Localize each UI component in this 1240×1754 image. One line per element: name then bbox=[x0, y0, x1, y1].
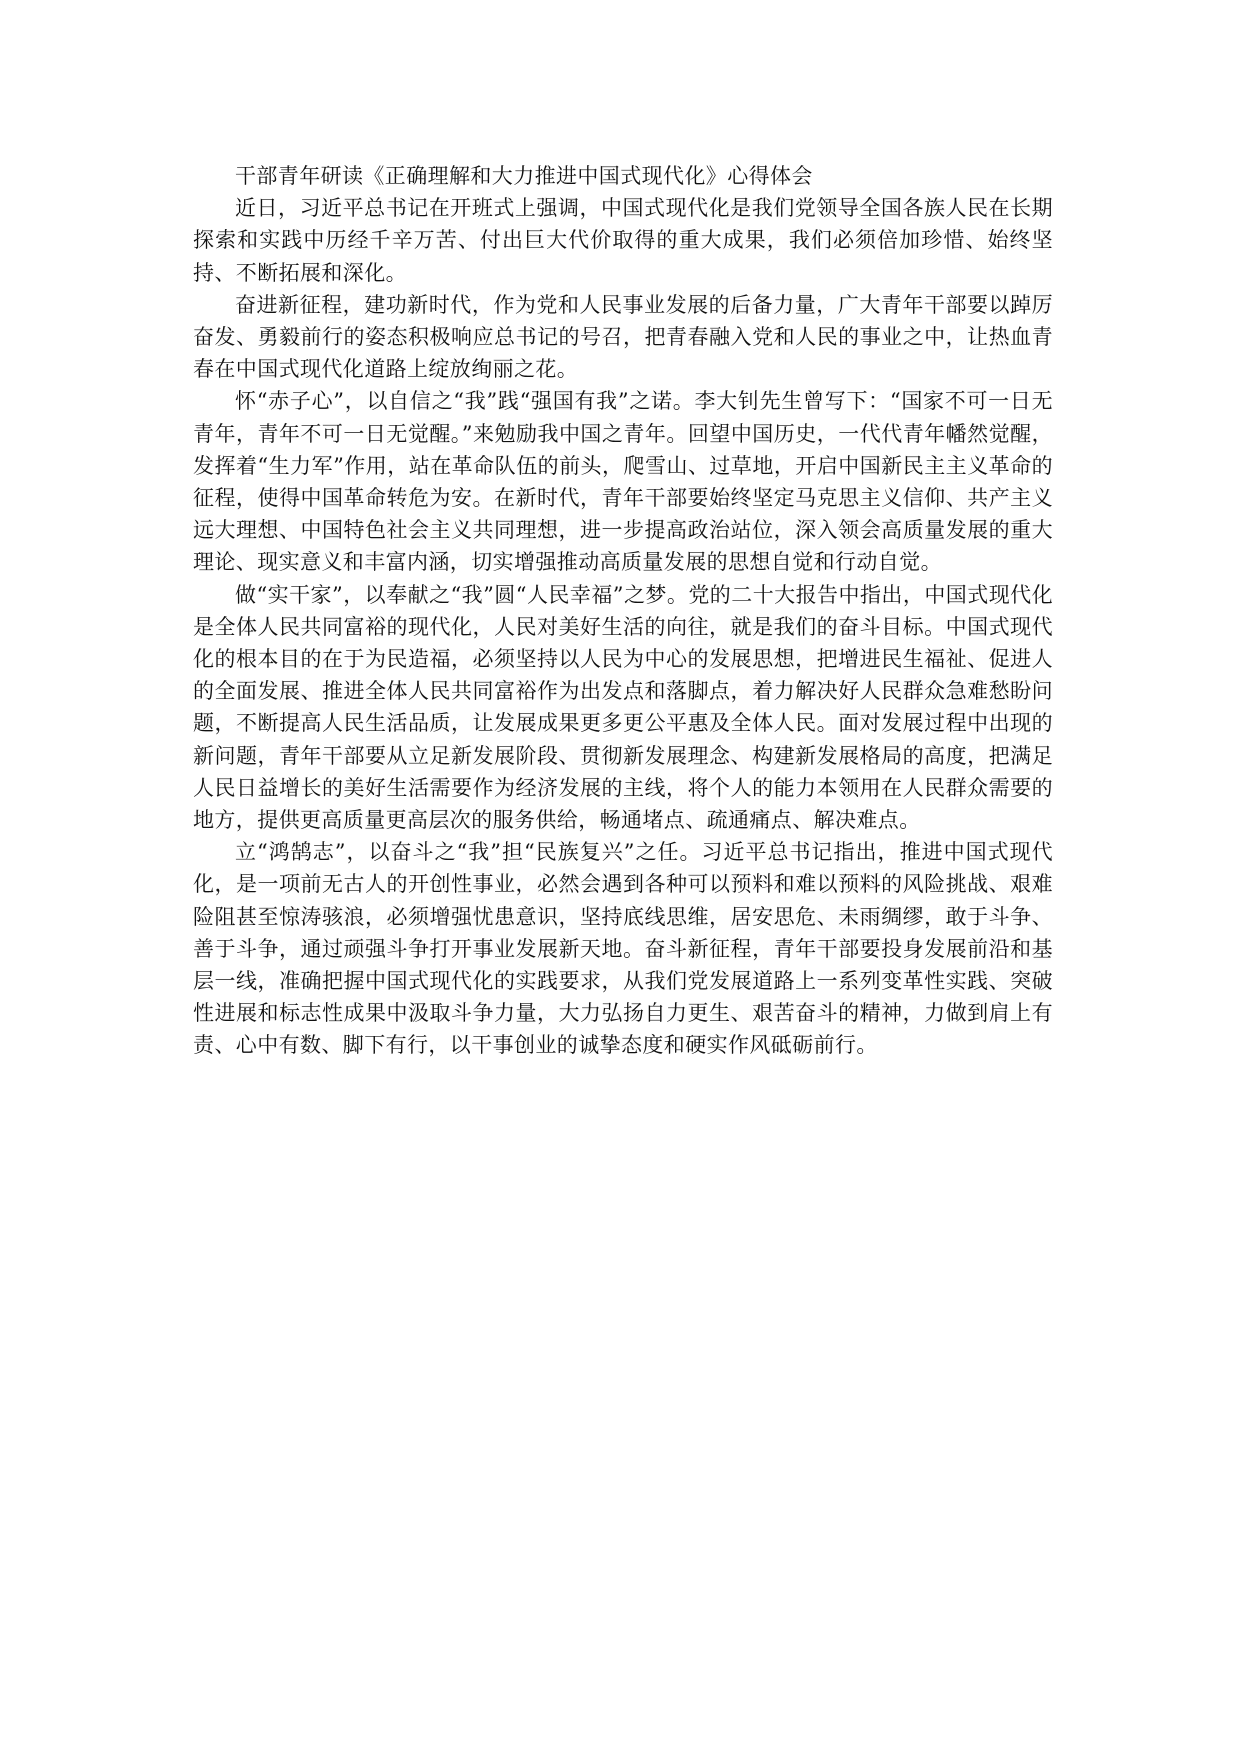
document-title: 干部青年研读《正确理解和大力推进中国式现代化》心得体会 bbox=[235, 164, 813, 188]
paragraph-new-journey: 奋进新征程，建功新时代，作为党和人民事业发展的后备力量，广大青年干部要以踔厉奋发、勇毅前行的姿态积极响应总书记的号召，把青春融入党和人民的事业之中，让热血青春在中国式现代化道路上绽放绚丽之花。 bbox=[193, 292, 1053, 382]
document-body bbox=[193, 160, 1053, 1062]
paragraph-doer: 做“实干家”，以奉献之“我”圆“人民幸福”之梦。党的二十大报告中指出，中国式现代化是全体人民共同富裕的现代化，人民对美好生活的向往，就是我们的奋斗目标。中国式现代化的根本目的在于为民造福，必须坚持以人民为中心的发展思想，把增进民生福祉、促进人的全面发展、推进全体人民共同富裕作为出发点和落脚点，着力解决好人民群众急难愁盼问题，不断提高人民生活品质，让发展成果更多更公平惠及全体人民。面对发展过程中出现的新问题，青年干部要从立足新发展阶段、贯彻新发展理念、构建新发展格局的高度，把满足人民日益增长的美好生活需要作为经济发展的主线，将个人的能力本领用在人民群众需要的地方，提供更高质量更高层次的服务供给，畅通堵点、疏通痛点、解决难点。 bbox=[193, 582, 1053, 833]
paragraph-ambition: 立“鸿鹄志”，以奋斗之“我”担“民族复兴”之任。习近平总书记指出，推进中国式现代化，是一项前无古人的开创性事业，必然会遇到各种可以预料和难以预料的风险挑战、艰难险阻甚至惊涛骇浪，必须增强忧患意识，坚持底线思维，居安思危、未雨绸缪，敢于斗争、善于斗争，通过顽强斗争打开事业发展新天地。奋斗新征程，青年干部要投身发展前沿和基层一线，准确把握中国式现代化的实践要求，从我们党发展道路上一系列变革性实践、突破性进展和标志性成果中汲取斗争力量，大力弘扬自力更生、艰苦奋斗的精神，力做到肩上有责、心中有数、脚下有行，以干事创业的诚挚态度和硬实作风砥砺前行。 bbox=[193, 840, 1053, 1058]
paragraph-intro: 近日，习近平总书记在开班式上强调，中国式现代化是我们党领导全国各族人民在长期探索和实践中历经千辛万苦、付出巨大代价取得的重大成果，我们必须倍加珍惜、始终坚持、不断拓展和深化。 bbox=[193, 196, 1053, 285]
paragraph-sincere-heart: 怀“赤子心”，以自信之“我”践“强国有我”之诺。李大钊先生曾写下：“国家不可一日无青年，青年不可一日无觉醒。”来勉励我中国之青年。回望中国历史，一代代青年幡然觉醒，发挥着“生力军”作用，站在革命队伍的前头，爬雪山、过草地，开启中国新民主主义革命的征程，使得中国革命转危为安。在新时代，青年干部要始终坚定马克思主义信仰、共产主义远大理想、中国特色社会主义共同理想，进一步提高政治站位，深入领会高质量发展的重大理论、现实意义和丰富内涵，切实增强推动高质量发展的思想自觉和行动自觉。 bbox=[193, 389, 1053, 575]
